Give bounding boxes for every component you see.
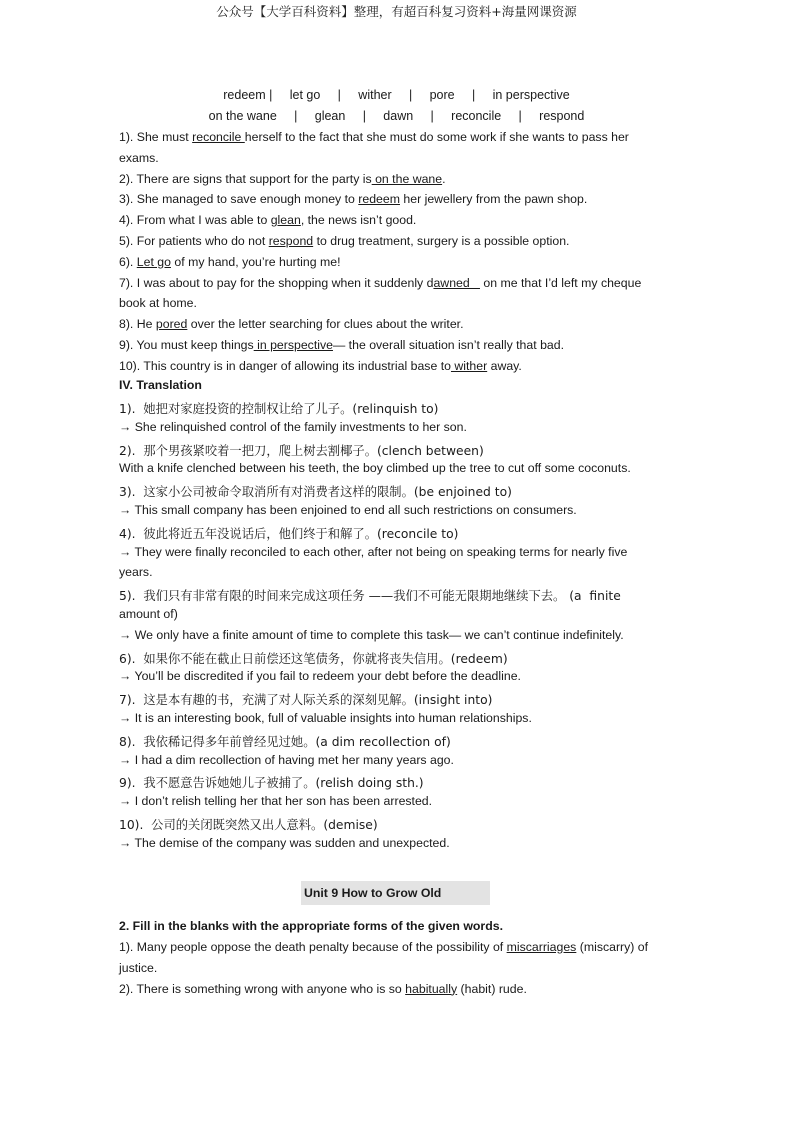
fill-item-text: — the overall situation isn’t really that bad. bbox=[332, 338, 564, 352]
fill-item-answer: reconcile bbox=[192, 130, 245, 144]
fill-item-text: , the news isn’t good. bbox=[300, 213, 417, 228]
fill-item-answer: redeem bbox=[358, 192, 400, 207]
translation-line: → The demise of the company was sudden and unexpected. bbox=[119, 835, 450, 850]
fill-item-text: exams. bbox=[119, 150, 159, 165]
fill-item-line bbox=[119, 255, 341, 269]
fill-item-text: 8). He bbox=[119, 317, 156, 332]
translation-line: → I don’t relish telling her that her son has been arrested. bbox=[119, 794, 433, 809]
translation-line: → I had a dim recollection of having met her many years ago. bbox=[119, 752, 454, 767]
section-2-item-text: (miscarry) of bbox=[576, 940, 649, 954]
translation-heading: IV. Translation bbox=[119, 378, 202, 392]
section-2-item-line bbox=[119, 940, 648, 954]
fill-item-answer: pored bbox=[155, 317, 188, 332]
fill-item-text: away. bbox=[487, 358, 522, 373]
fill-item-line bbox=[119, 192, 587, 206]
translation-line: 8). 我依稀记得多年前曾经见过她。(a dim recollection of) bbox=[119, 734, 451, 749]
translation-line: With a knife clenched between his teeth, the boy climbed up the tree to cut off some coconuts. bbox=[119, 461, 631, 476]
fill-item-text: 5). For patients who do not bbox=[119, 234, 269, 248]
fill-item-line bbox=[119, 234, 569, 248]
section-2-item-text: 2). There is something wrong with anyone who is so bbox=[119, 981, 406, 996]
fill-item-text: of my hand, you’re hurting me! bbox=[170, 254, 341, 269]
translation-line: 3). 这家小公司被命令取消所有对消费者这样的限制。(be enjoined to) bbox=[119, 485, 512, 500]
section-2-item-text: justice. bbox=[119, 960, 158, 975]
fill-item-answer: glean bbox=[270, 213, 301, 228]
fill-item-text: 6). bbox=[119, 254, 137, 269]
fill-item-text: her jewellery from the pawn shop. bbox=[399, 192, 588, 207]
translation-line: → We only have a finite amount of time to complete this task— we can’t continue indefinitely. bbox=[119, 627, 624, 642]
fill-item-line bbox=[119, 172, 446, 186]
fill-item-answer: awned bbox=[433, 275, 480, 290]
fill-item-answer: in perspective bbox=[253, 338, 333, 352]
fill-item-line bbox=[119, 317, 464, 331]
fill-item-text: 1). She must bbox=[119, 130, 193, 144]
section-2-item-text: (habit) rude. bbox=[457, 981, 527, 996]
fill-item-answer: respond bbox=[268, 234, 314, 248]
translation-line: 5). 我们只有非常有限的时间来完成这项任务 ——我们不可能无限期地继续下去。 (a finite bbox=[119, 589, 621, 604]
fill-item-text: herself to the fact that she must do some work if she wants to pass her bbox=[244, 130, 629, 144]
translation-line: 4). 彼此将近五年没说话后，他们终于和解了。(reconcile to) bbox=[119, 526, 459, 541]
section-2-item-answer: miscarriages bbox=[506, 940, 577, 954]
fill-item-line bbox=[119, 359, 522, 373]
translation-line: 2). 那个男孩紧咬着一把刀，爬上树去割椰子。(clench between) bbox=[119, 443, 484, 458]
word-bank-row-2: on the wane | glean | dawn | reconcile | respond bbox=[208, 109, 585, 123]
fill-item-text: 3). She managed to save enough money to bbox=[119, 192, 359, 207]
fill-item-line bbox=[119, 151, 159, 165]
fill-item-text: book at home. bbox=[119, 296, 197, 311]
fill-item-text: 10). This country is in danger of allowing its industrial base to bbox=[119, 358, 451, 373]
translation-line: 10). 公司的关闭既突然又出人意料。(demise) bbox=[119, 818, 378, 832]
section-2-heading: 2. Fill in the blanks with the appropriate forms of the given words. bbox=[119, 919, 503, 933]
translation-line: 1). 她把对家庭投资的控制权让给了儿子。(relinquish to) bbox=[119, 402, 439, 416]
translation-line: → They were finally reconciled to each other, after not being on speaking terms for nearly five bbox=[119, 544, 628, 559]
translation-line: → It is an interesting book, full of valuable insights into human relationships. bbox=[119, 711, 532, 725]
fill-item-text: 4). From what I was able to bbox=[119, 213, 271, 228]
fill-item-answer: Let go bbox=[136, 254, 171, 269]
translation-line: → She relinquished control of the family investments to her son. bbox=[119, 419, 467, 434]
word-bank-row-1: redeem | let go | wither | pore | in perspective bbox=[223, 88, 570, 102]
translation-line: 6). 如果你不能在截止日前偿还这笔债务，你就将丧失信用。(redeem) bbox=[119, 651, 508, 666]
section-2-item-text: 1). Many people oppose the death penalty because of the possibility of bbox=[119, 940, 507, 954]
fill-item-text: on me that I’d left my cheque bbox=[479, 275, 642, 290]
fill-item-text: 9). You must keep things bbox=[119, 338, 254, 352]
fill-item-line bbox=[119, 338, 564, 352]
translation-line: → This small company has been enjoined to end all such restrictions on consumers. bbox=[119, 503, 577, 517]
fill-item-text: to drug treatment, surgery is a possible option. bbox=[313, 234, 570, 248]
page-header: 公众号【大学百科资料】整理，有超百科复习资料+海量网课资源 bbox=[216, 4, 577, 19]
fill-item-line bbox=[119, 213, 416, 227]
section-2-item-line bbox=[119, 982, 527, 996]
fill-item-text: . bbox=[442, 171, 446, 186]
unit-title: Unit 9 How to Grow Old bbox=[304, 886, 442, 900]
translation-line: 9). 我不愿意告诉她她儿子被捕了。(relish doing sth.) bbox=[119, 776, 424, 791]
fill-item-answer: on the wane bbox=[371, 171, 443, 186]
fill-item-line bbox=[119, 130, 629, 144]
section-2-item-line bbox=[119, 961, 157, 975]
translation-line: years. bbox=[119, 565, 153, 580]
translation-line: amount of) bbox=[119, 607, 178, 621]
fill-item-line bbox=[119, 296, 197, 310]
section-2-item-answer: habitually bbox=[405, 981, 458, 996]
translation-line: 7). 这是本有趣的书，充满了对人际关系的深刻见解。(insight into) bbox=[119, 693, 493, 708]
fill-item-text: 7). I was about to pay for the shopping when it suddenly d bbox=[119, 275, 434, 290]
fill-item-text: over the letter searching for clues about the writer. bbox=[187, 317, 464, 332]
fill-item-answer: wither bbox=[450, 358, 488, 373]
translation-line: → You’ll be discredited if you fail to redeem your debt before the deadline. bbox=[119, 669, 521, 684]
fill-item-text: 2). There are signs that support for the party is bbox=[119, 171, 372, 186]
fill-item-line bbox=[119, 276, 641, 290]
